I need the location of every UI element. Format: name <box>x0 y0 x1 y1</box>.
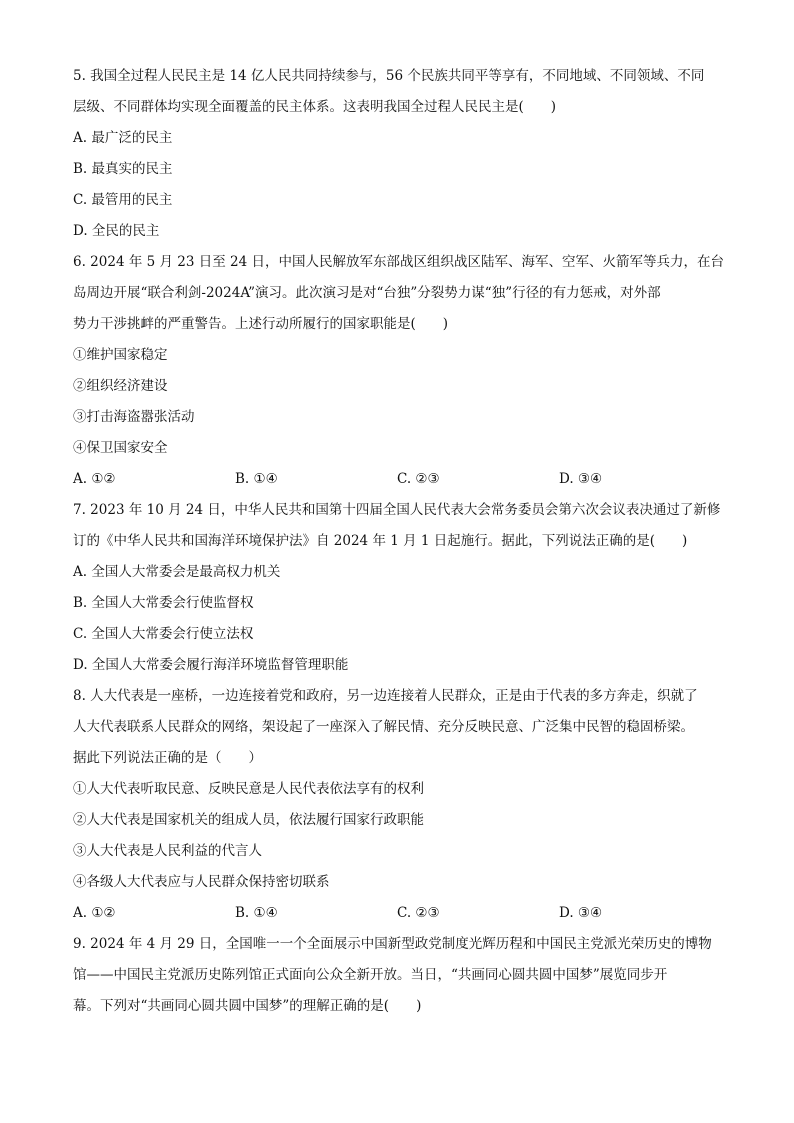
question-6-choice-b: B. ①④ <box>235 471 278 487</box>
question-6-choice-c: C. ②③ <box>397 471 440 487</box>
question-6-choice-d: D. ③④ <box>559 471 603 487</box>
question-8-item-3: ③人大代表是人民利益的代言人 <box>73 843 262 859</box>
question-8-choice-b: B. ①④ <box>235 905 278 921</box>
question-5-option-a: A. 最广泛的民主 <box>73 130 173 146</box>
question-9 <box>73 934 723 1016</box>
question-8-stem-line-2: 人大代表联系人民群众的网络，架设起了一座深入了解民情、充分反映民意、广泛集中民智的稳固桥梁。 <box>73 719 694 735</box>
question-8-choice-c: C. ②③ <box>397 905 440 921</box>
question-6-item-1: ①维护国家稳定 <box>73 347 168 363</box>
question-6 <box>73 252 723 489</box>
question-6-item-2: ②组织经济建设 <box>73 378 168 394</box>
question-6-stem-line-1: 6. 2024 年 5 月 23 日至 24 日，中国人民解放军东部战区组织战区陆军、海军、空军、火箭军等兵力，在台 <box>73 254 725 270</box>
question-5-option-c: C. 最管用的民主 <box>73 192 173 208</box>
question-5 <box>73 66 723 241</box>
question-6-item-3: ③打击海盗嚣张活动 <box>73 409 195 425</box>
question-7-stem-line-1: 7. 2023 年 10 月 24 日，中华人民共和国第十四届全国人民代表大会常务委员会第六次会议表决通过了新修 <box>73 502 721 518</box>
question-5-stem-line-1: 5. 我国全过程人民民主是 14 亿人民共同持续参与，56 个民族共同平等享有，不同地域、不同领域、不同 <box>73 68 705 84</box>
question-5-option-b: B. 最真实的民主 <box>73 161 173 177</box>
question-5-option-d: D. 全民的民主 <box>73 223 160 239</box>
question-9-stem-line-2: 馆——中国民主党派历史陈列馆正式面向公众全新开放。当日，“共画同心圆共圆中国梦”展览同步开 <box>73 967 668 983</box>
question-8-item-4: ④各级人大代表应与人民群众保持密切联系 <box>73 874 330 890</box>
question-8-choices <box>73 903 723 923</box>
question-8-choice-a: A. ①② <box>73 905 116 921</box>
question-6-choice-a: A. ①② <box>73 471 116 487</box>
question-7-option-c: C. 全国人大常委会行使立法权 <box>73 626 254 642</box>
question-8-item-2: ②人大代表是国家机关的组成人员，依法履行国家行政职能 <box>73 812 424 828</box>
question-7-option-a: A. 全国人大常委会是最高权力机关 <box>73 564 281 580</box>
question-7-option-b: B. 全国人大常委会行使监督权 <box>73 595 254 611</box>
question-8-stem-line-3: 据此下列说法正确的是（ ） <box>73 750 262 766</box>
question-7-stem-line-2: 订的《中华人民共和国海洋环境保护法》自 2024 年 1 月 1 日起施行。据此，下列说法正确的是( ) <box>73 533 688 549</box>
question-8-stem-line-1: 8. 人大代表是一座桥，一边连接着党和政府，另一边连接着人民群众，正是由于代表的多方奔走，织就了 <box>73 688 698 704</box>
question-8 <box>73 686 723 923</box>
question-7-option-d: D. 全国人大常委会履行海洋环境监督管理职能 <box>73 657 349 673</box>
question-8-item-1: ①人大代表听取民意、反映民意是人民代表依法享有的权利 <box>73 781 424 797</box>
question-7 <box>73 500 723 675</box>
question-6-stem-line-3: 势力干涉挑衅的严重警告。上述行动所履行的国家职能是( ) <box>73 316 449 332</box>
question-5-stem-line-2: 层级、不同群体均实现全面覆盖的民主体系。这表明我国全过程人民民主是( ) <box>73 99 557 115</box>
question-9-stem-line-1: 9. 2024 年 4 月 29 日，全国唯一一个全面展示中国新型政党制度光辉历程和中国民主党派光荣历史的博物 <box>73 936 712 952</box>
exam-page <box>73 66 723 1027</box>
question-8-choice-d: D. ③④ <box>559 905 603 921</box>
question-6-item-4: ④保卫国家安全 <box>73 440 168 456</box>
question-6-choices <box>73 469 723 489</box>
question-6-stem-line-2: 岛周边开展“联合利剑-2024A”演习。此次演习是对“台独”分裂势力谋“独”行径的有力惩戒，对外部 <box>73 285 661 301</box>
question-9-stem-line-3: 幕。下列对“共画同心圆共圆中国梦”的理解正确的是( ) <box>73 998 422 1014</box>
